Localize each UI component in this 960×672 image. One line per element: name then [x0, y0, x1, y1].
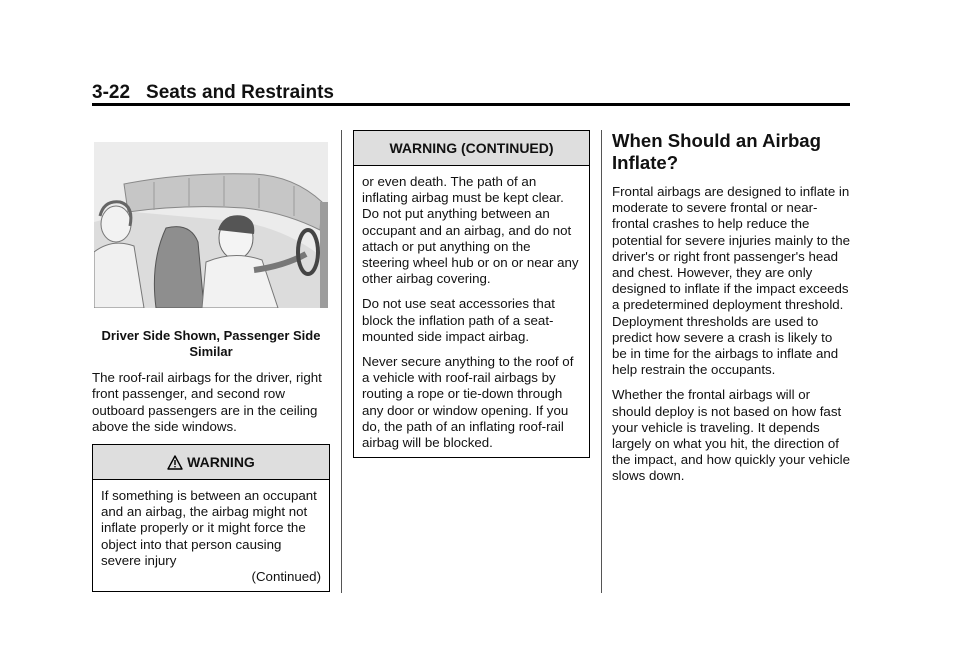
- figure-caption: Driver Side Shown, Passenger Side Similar: [101, 328, 321, 360]
- header-rule: [92, 103, 850, 106]
- column-1: [92, 142, 330, 592]
- page-number: 3-22: [92, 82, 131, 103]
- warning-triangle-icon: [167, 455, 183, 470]
- section-title: Seats and Restraints: [146, 82, 334, 103]
- column-divider: [601, 130, 602, 593]
- section-heading: When Should an Airbag Inflate?: [612, 130, 821, 173]
- column-2: [353, 130, 590, 458]
- body-paragraph: Frontal airbags are designed to inflate in moderate to severe frontal or near-frontal crashes to help reduce the potential for severe injuries mainly to the driver's or right front passenger's head and chest. However, they are only designed to inflate if the impact exceeds a predetermined deployment threshold. Deployment thresholds are used to predict how severe a crash is likely to be in time for the airbags to inflate and help restrain the occupants.: [612, 184, 850, 378]
- warning-box: [92, 444, 330, 592]
- warning-header: WARNING (CONTINUED): [354, 131, 589, 166]
- warning-paragraph: Never secure anything to the roof of a vehicle with roof-rail airbags by routing a rope or tie-down through any door or window opening. If you do, the path of an inflating roof-rail airbag will be blocked.: [362, 354, 574, 451]
- warning-body: [354, 166, 589, 457]
- warning-title: WARNING: [187, 454, 255, 471]
- warning-header: [93, 445, 329, 480]
- body-paragraph: The roof-rail airbags for the driver, right front passenger, and second row outboard passengers are in the ceiling above the side windows.: [92, 370, 322, 434]
- warning-text: If something is between an occupant and an airbag, the airbag might not inflate properly or it might force the object into that person causing severe injury: [101, 488, 317, 568]
- warning-paragraph: or even death. The path of an inflating airbag must be kept clear. Do not put anything between an occupant and an airbag, and do not attach or put anything on the steering wheel hub or on or near any other airbag covering.: [362, 174, 579, 287]
- column-3: [612, 130, 850, 494]
- page-header: [92, 84, 850, 104]
- continued-label: (Continued): [251, 569, 321, 585]
- warning-paragraph: Do not use seat accessories that block the inflation path of a seat-mounted side impact airbag.: [362, 296, 555, 344]
- airbag-illustration: [94, 142, 328, 308]
- body-paragraph: Whether the frontal airbags will or should deploy is not based on how fast your vehicle is traveling. It depends largely on what you hit, the direction of the impact, and how quickly your vehicle slows down.: [612, 387, 850, 484]
- warning-box-continued: [353, 130, 590, 458]
- column-divider: [341, 130, 342, 593]
- warning-body: [93, 480, 329, 591]
